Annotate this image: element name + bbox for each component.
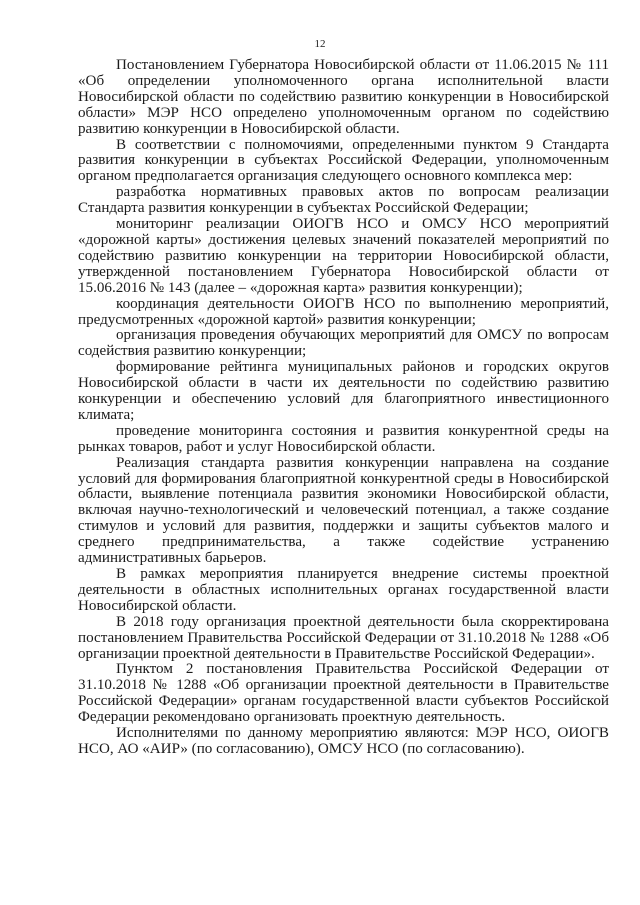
paragraph: Исполнителями по данному мероприятию являются: МЭР НСО, ОИОГВ НСО, АО «АИР» (по согласованию), ОМСУ НСО (по согласованию). bbox=[78, 725, 609, 757]
paragraph: координация деятельности ОИОГВ НСО по выполнению мероприятий, предусмотренных «дорожной картой» развития конкуренции; bbox=[78, 295, 609, 328]
paragraph: формирование рейтинга муниципальных районов и городских округов Новосибирской области в части их деятельности по содействию развитию конкуренции и обеспечению условий для благоприятного инвестиционного климата; bbox=[78, 359, 609, 423]
paragraph: В рамках мероприятия планируется внедрение системы проектной деятельности в областных исполнительных органах государственной власти Новосибирской области. bbox=[78, 566, 609, 614]
paragraph: Пунктом 2 постановления Правительства Российской Федерации от 31.10.2018 № 1288 «Об организации проектной деятельности в Правительстве Российской Федерации» органам государственной власти субъектов Российской Федерации рекомендовано организовать проектную деятельность. bbox=[78, 661, 609, 726]
paragraph: Постановлением Губернатора Новосибирской области от 11.06.2015 № 111 «Об определении уполномоченного органа исполнительной власти Новосибирской области по содействию развитию конкуренции в Новосибирской области» МЭР НСО определено уполномоченным органом по содействию развитию конкуренции в Новосибирской области. bbox=[78, 57, 609, 137]
paragraph: проведение мониторинга состояния и развития конкурентной среды на рынках товаров, работ и услуг Новосибирской области. bbox=[78, 422, 609, 455]
document-body bbox=[78, 58, 609, 758]
paragraph: разработка нормативных правовых актов по вопросам реализации Стандарта развития конкуренции в субъектах Российской Федерации; bbox=[78, 184, 609, 217]
paragraph: мониторинг реализации ОИОГВ НСО и ОМСУ НСО мероприятий «дорожной карты» достижения целевых значений показателей мероприятий по содействию развитию конкуренции на территории Новосибирской области, утвержденной постановлением Губернатора Новосибирской области от 15.06.2016 № 143 (далее – «дорожная карта» развития конкуренции); bbox=[78, 216, 609, 296]
paragraph: организация проведения обучающих мероприятий для ОМСУ по вопросам содействия развитию конкуренции; bbox=[78, 327, 609, 360]
page-number: 12 bbox=[314, 38, 326, 50]
paragraph: В соответствии с полномочиями, определенными пунктом 9 Стандарта развития конкуренции в субъектах Российской Федерации, уполномоченным органом предполагается организация следующего основного комплекса мер: bbox=[78, 136, 609, 185]
paragraph: Реализация стандарта развития конкуренции направлена на создание условий для формирования благоприятной конкурентной среды в Новосибирской области, выявление потенциала развития экономики Новосибирской области, включая научно-технологический и человеческий потенциал, а также создание стимулов и условий для развития, поддержки и защиты субъектов малого и среднего предпринимательства, а также содействие устранению административных барьеров. bbox=[78, 454, 609, 567]
paragraph: В 2018 году организация проектной деятельности была скорректирована постановлением Правительства Российской Федерации от 31.10.2018 № 1288 «Об организации проектной деятельности в Правительстве Российской Федерации». bbox=[78, 613, 609, 662]
